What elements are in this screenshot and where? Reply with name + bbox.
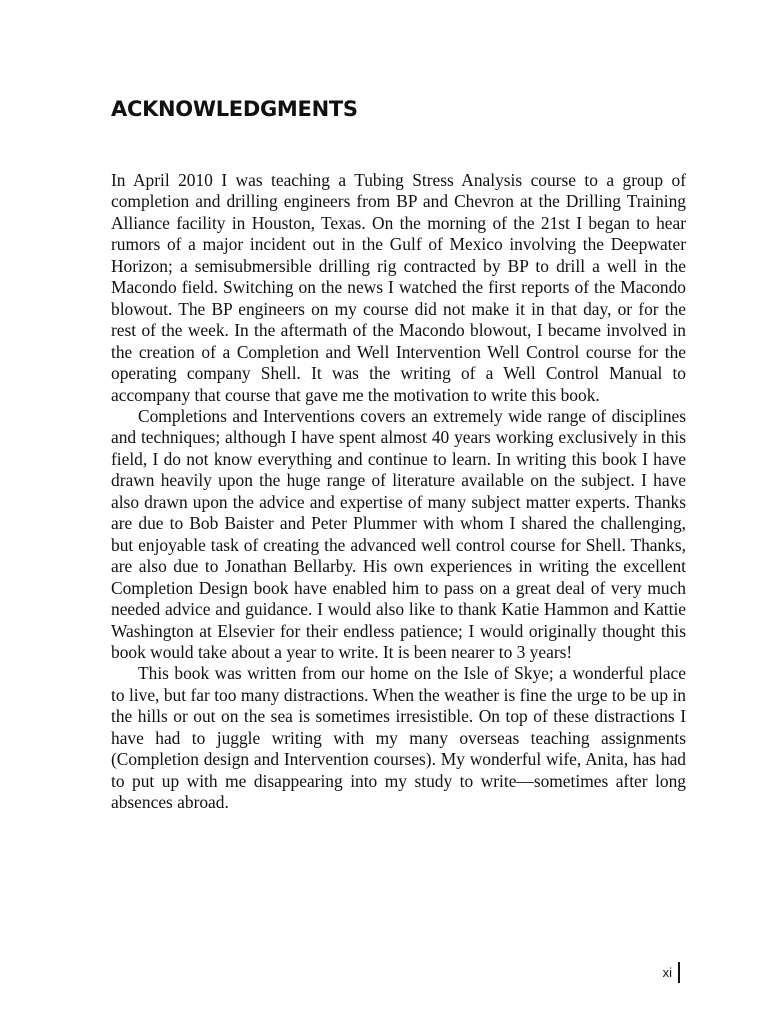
page-folio [663, 962, 680, 983]
acknowledgments-body [111, 170, 686, 814]
paragraph-2: Completions and Interventions covers an extremely wide range of disciplines and techniques; although I have spent almost 40 years working exclusively in this field, I do not know everything and continue to learn. In writing this book I have drawn heavily upon the huge range of literature available on the subject. I have also drawn upon the advice and expertise of many subject matter experts. Thanks are due to Bob Baister and Peter Plummer with whom I shared the challenging, but enjoyable task of creating the advanced well control course for Shell. Thanks, are also due to Jonathan Bellarby. His own experiences in writing the excellent Completion Design book have enabled him to pass on a great deal of very much needed advice and guidance. I would also like to thank Katie Hammon and Kattie Washington at Elsevier for their endless patience; I would originally thought this book would take about a year to write. It is been nearer to 3 years! [111, 405, 686, 662]
paragraph-1: In April 2010 I was teaching a Tubing Stress Analysis course to a group of completion and drilling engineers from BP and Chevron at the Drilling Training Alliance facility in Houston, Texas. On the morning of the 21st I began to hear rumors of a major incident out in the Gulf of Mexico involving the Deepwater Horizon; a semisubmersible drilling rig contracted by BP to drill a well in the Macondo field. Switching on the news I watched the first reports of the Macondo blowout. The BP engineers on my course did not make it in that day, or for the rest of the week. In the aftermath of the Macondo blowout, I became involved in the creation of a Completion and Well Intervention Well Control course for the operating company Shell. It was the writing of a Well Control Manual to accompany that course that gave me the motivation to write this book. [111, 170, 686, 405]
folio-rule [678, 962, 680, 983]
paragraph-3: This book was written from our home on the Isle of Skye; a wonderful place to live, but far too many distractions. When the weather is fine the urge to be up in the hills or out on the sea is sometimes irresistible. On top of these distractions I have had to juggle writing with my many overseas teaching assignments (Completion design and Intervention courses). My wonderful wife, Anita, has had to put up with me disappearing into my study to write—sometimes after long absences abroad. [111, 663, 686, 813]
page-title: ACKNOWLEDGMENTS [111, 97, 358, 121]
page-number: xi [662, 965, 672, 980]
